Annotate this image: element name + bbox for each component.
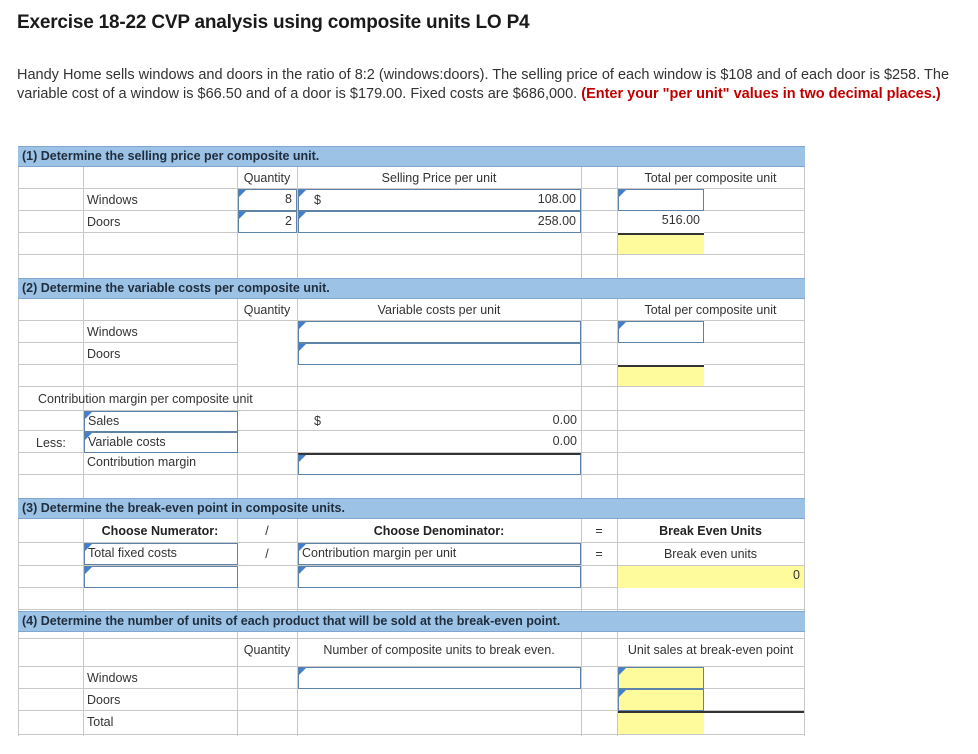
part2-composite-total-input[interactable] [618, 365, 704, 386]
part2-doors-cost-input[interactable] [298, 343, 581, 365]
part1-doors-total: 516.00 [618, 211, 704, 233]
part1-windows-price-input[interactable]: 108.00 [298, 189, 581, 211]
part1-total-header: Total per composite unit [644, 171, 777, 185]
part2-doors-total [618, 343, 704, 365]
cm-section-title: Contribution margin per composite unit [38, 392, 253, 406]
cm-sales-value: 0.00 [552, 413, 577, 427]
part1-header: (1) Determine the selling price per composite unit. [18, 146, 805, 167]
cm-less-label: Less: [36, 436, 66, 450]
numerator-value-input[interactable] [84, 566, 238, 588]
cm-contribution-margin-input[interactable] [298, 453, 581, 475]
part4-total-label: Total [87, 715, 114, 729]
part4-windows-sales-input[interactable] [618, 667, 704, 689]
problem-statement [17, 66, 962, 104]
part1-doors-price-input[interactable]: 258.00 [298, 211, 581, 233]
cm-contribution-margin-label: Contribution margin [87, 455, 197, 469]
denominator-select[interactable]: Contribution margin per unit [298, 543, 581, 565]
break-even-units-value: 0 [618, 566, 804, 588]
denominator-value-input[interactable] [298, 566, 581, 588]
part4-unit-sales-header: Unit sales at break-even point [627, 643, 794, 657]
cm-variable-costs-value: 0.00 [552, 434, 577, 448]
part4-doors-sales-input[interactable] [618, 689, 704, 711]
part1-windows-quantity-input[interactable]: 8 [238, 189, 297, 211]
part4-total-rule [704, 711, 804, 713]
divide-symbol-row: / [265, 547, 269, 561]
part1-windows-total-input[interactable] [618, 189, 704, 211]
part2-doors-label: Doors [87, 347, 121, 361]
part2-windows-cost-input[interactable] [298, 321, 581, 343]
numerator-select[interactable]: Total fixed costs [84, 543, 238, 565]
problem-text: Handy Home sells windows and doors in the ratio of 8:2 (windows:doors). The selling price of each window is $108 and of each door is $258. The variable cost of a window is $66.50 and of a door is $179.00. Fixed costs are $686,000. [17, 67, 950, 102]
part2-cost-header: Variable costs per unit [377, 303, 501, 317]
part2-windows-total-input[interactable] [618, 321, 704, 343]
part2-windows-label: Windows [87, 325, 138, 339]
part2-windows-quantity [238, 321, 297, 343]
page-title: Exercise 18-22 CVP analysis using composite units LO P4 [17, 12, 530, 33]
part2-total-header: Total per composite unit [644, 303, 777, 317]
part2-quantity-header: Quantity [243, 303, 291, 317]
part4-windows-composite-input[interactable] [298, 667, 581, 689]
part4-windows-label: Windows [87, 671, 138, 685]
part4-composite-units-header: Number of composite units to break even. [323, 643, 555, 657]
part1-currency-symbol: $ [314, 193, 321, 207]
part4-doors-label: Doors [87, 693, 121, 707]
cm-variable-costs-label-input[interactable]: Variable costs [84, 432, 238, 453]
part1-doors-quantity-input[interactable]: 2 [238, 211, 297, 233]
break-even-units-label: Break even units [663, 547, 758, 561]
part4-quantity-header: Quantity [243, 643, 291, 657]
equals-symbol-row: = [595, 547, 603, 561]
cm-currency-symbol: $ [314, 414, 321, 428]
part1-windows-label: Windows [87, 193, 138, 207]
part1-composite-total-input[interactable] [618, 233, 704, 254]
divide-symbol: / [265, 524, 269, 538]
worksheet [18, 146, 805, 736]
instruction-text: (Enter your "per unit" values in two decimal places.) [581, 86, 941, 102]
denominator-header: Choose Denominator: [373, 524, 505, 538]
numerator-header: Choose Numerator: [101, 524, 219, 538]
part1-doors-label: Doors [87, 215, 121, 229]
part3-header: (3) Determine the break-even point in composite units. [18, 498, 805, 519]
part2-header: (2) Determine the variable costs per composite unit. [18, 278, 805, 299]
part4-header: (4) Determine the number of units of each product that will be sold at the break-even point. [18, 611, 805, 632]
equals-symbol: = [595, 524, 603, 538]
cm-sales-label-input[interactable]: Sales [84, 411, 238, 432]
part1-price-header: Selling Price per unit [381, 171, 497, 185]
part1-quantity-header: Quantity [243, 171, 291, 185]
break-even-units-header: Break Even Units [659, 524, 762, 538]
part2-doors-quantity [238, 343, 297, 365]
part4-total-sales [618, 711, 704, 734]
